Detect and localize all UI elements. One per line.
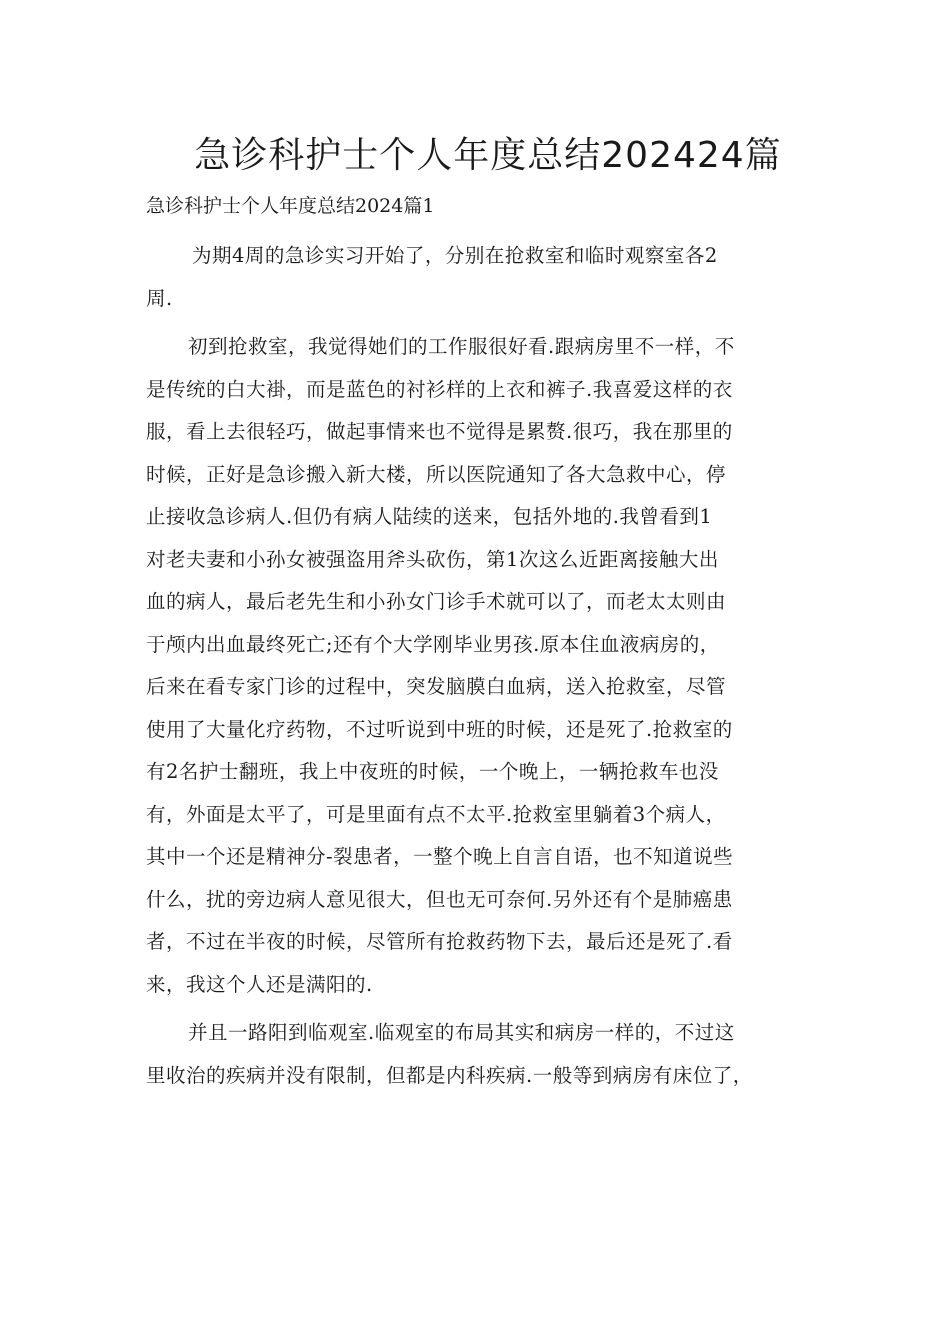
paragraph-line: 止接收急诊病人.但仍有病人陆续的送来，包括外地的.我曾看到1: [146, 505, 713, 528]
document-page: [146, 120, 810, 1097]
paragraph-2: [146, 326, 810, 1006]
paragraph-line: 于颅内出血最终死亡;还有个大学刚毕业男孩.原本住血液病房的，: [146, 632, 720, 656]
paragraph-line: 后来在看专家门诊的过程中，突发脑膜白血病，送入抢救室，尽管: [146, 675, 727, 698]
paragraph-3: [146, 1012, 810, 1097]
paragraph-line: 为期4周的急诊实习开始了，分别在抢救室和临时观察室各2: [192, 244, 718, 267]
paragraph-line: 血的病人，最后老先生和小孙女门诊手术就可以了，而老太太则由: [146, 590, 727, 613]
paragraph-line: 有2名护士翻班，我上中夜班的时候，一个晚上，一辆抢救车也没: [146, 760, 719, 783]
paragraph-line: 里收治的疾病并没有限制，但都是内科疾病.一般等到病房有床位了，: [146, 1063, 753, 1087]
paragraph-line: 使用了大量化疗药物，不过听说到中班的时候，还是死了.抢救室的: [146, 717, 733, 741]
paragraph-line: 周.: [146, 286, 173, 310]
paragraph-line: 对老夫妻和小孙女被强盗用斧头砍伤，第1次这么近距离接触大出: [146, 547, 719, 571]
section-heading: 急诊科护士个人年度总结2024篇1: [146, 195, 435, 217]
paragraph-line: 其中一个还是精神分-裂患者，一整个晚上自言自语，也不知道说些: [146, 845, 734, 868]
paragraph-line: 者，不过在半夜的时候，尽管所有抢救药物下去，最后还是死了.看: [146, 930, 733, 953]
paragraph-line: 有，外面是太平了，可是里面有点不太平.抢救室里躺着3个病人，: [146, 802, 726, 826]
paragraph-1: [146, 235, 810, 320]
paragraph-line: 时候，正好是急诊搬入新大楼，所以医院通知了各大急救中心，停: [146, 462, 727, 486]
paragraph-line: 什么，扰的旁边病人意见很大，但也无可奈何.另外还有个是肺癌患: [146, 887, 733, 911]
paragraph-line: 来，我这个人还是满阳的.: [146, 972, 373, 996]
document-title: 急诊科护士个人年度总结202424篇: [194, 135, 782, 176]
paragraph-line: 初到抢救室，我觉得她们的工作服很好看.跟病房里不一样，不: [188, 335, 735, 358]
paragraph-line: 是传统的白大褂，而是蓝色的衬衫样的上衣和裤子.我喜爱这样的衣: [146, 377, 733, 401]
paragraph-line: 服，看上去很轻巧，做起事情来也不觉得是累赘.很巧，我在那里的: [146, 420, 733, 443]
paragraph-line: 并且一路阳到临观室.临观室的布局其实和病房一样的，不过这: [188, 1021, 735, 1044]
